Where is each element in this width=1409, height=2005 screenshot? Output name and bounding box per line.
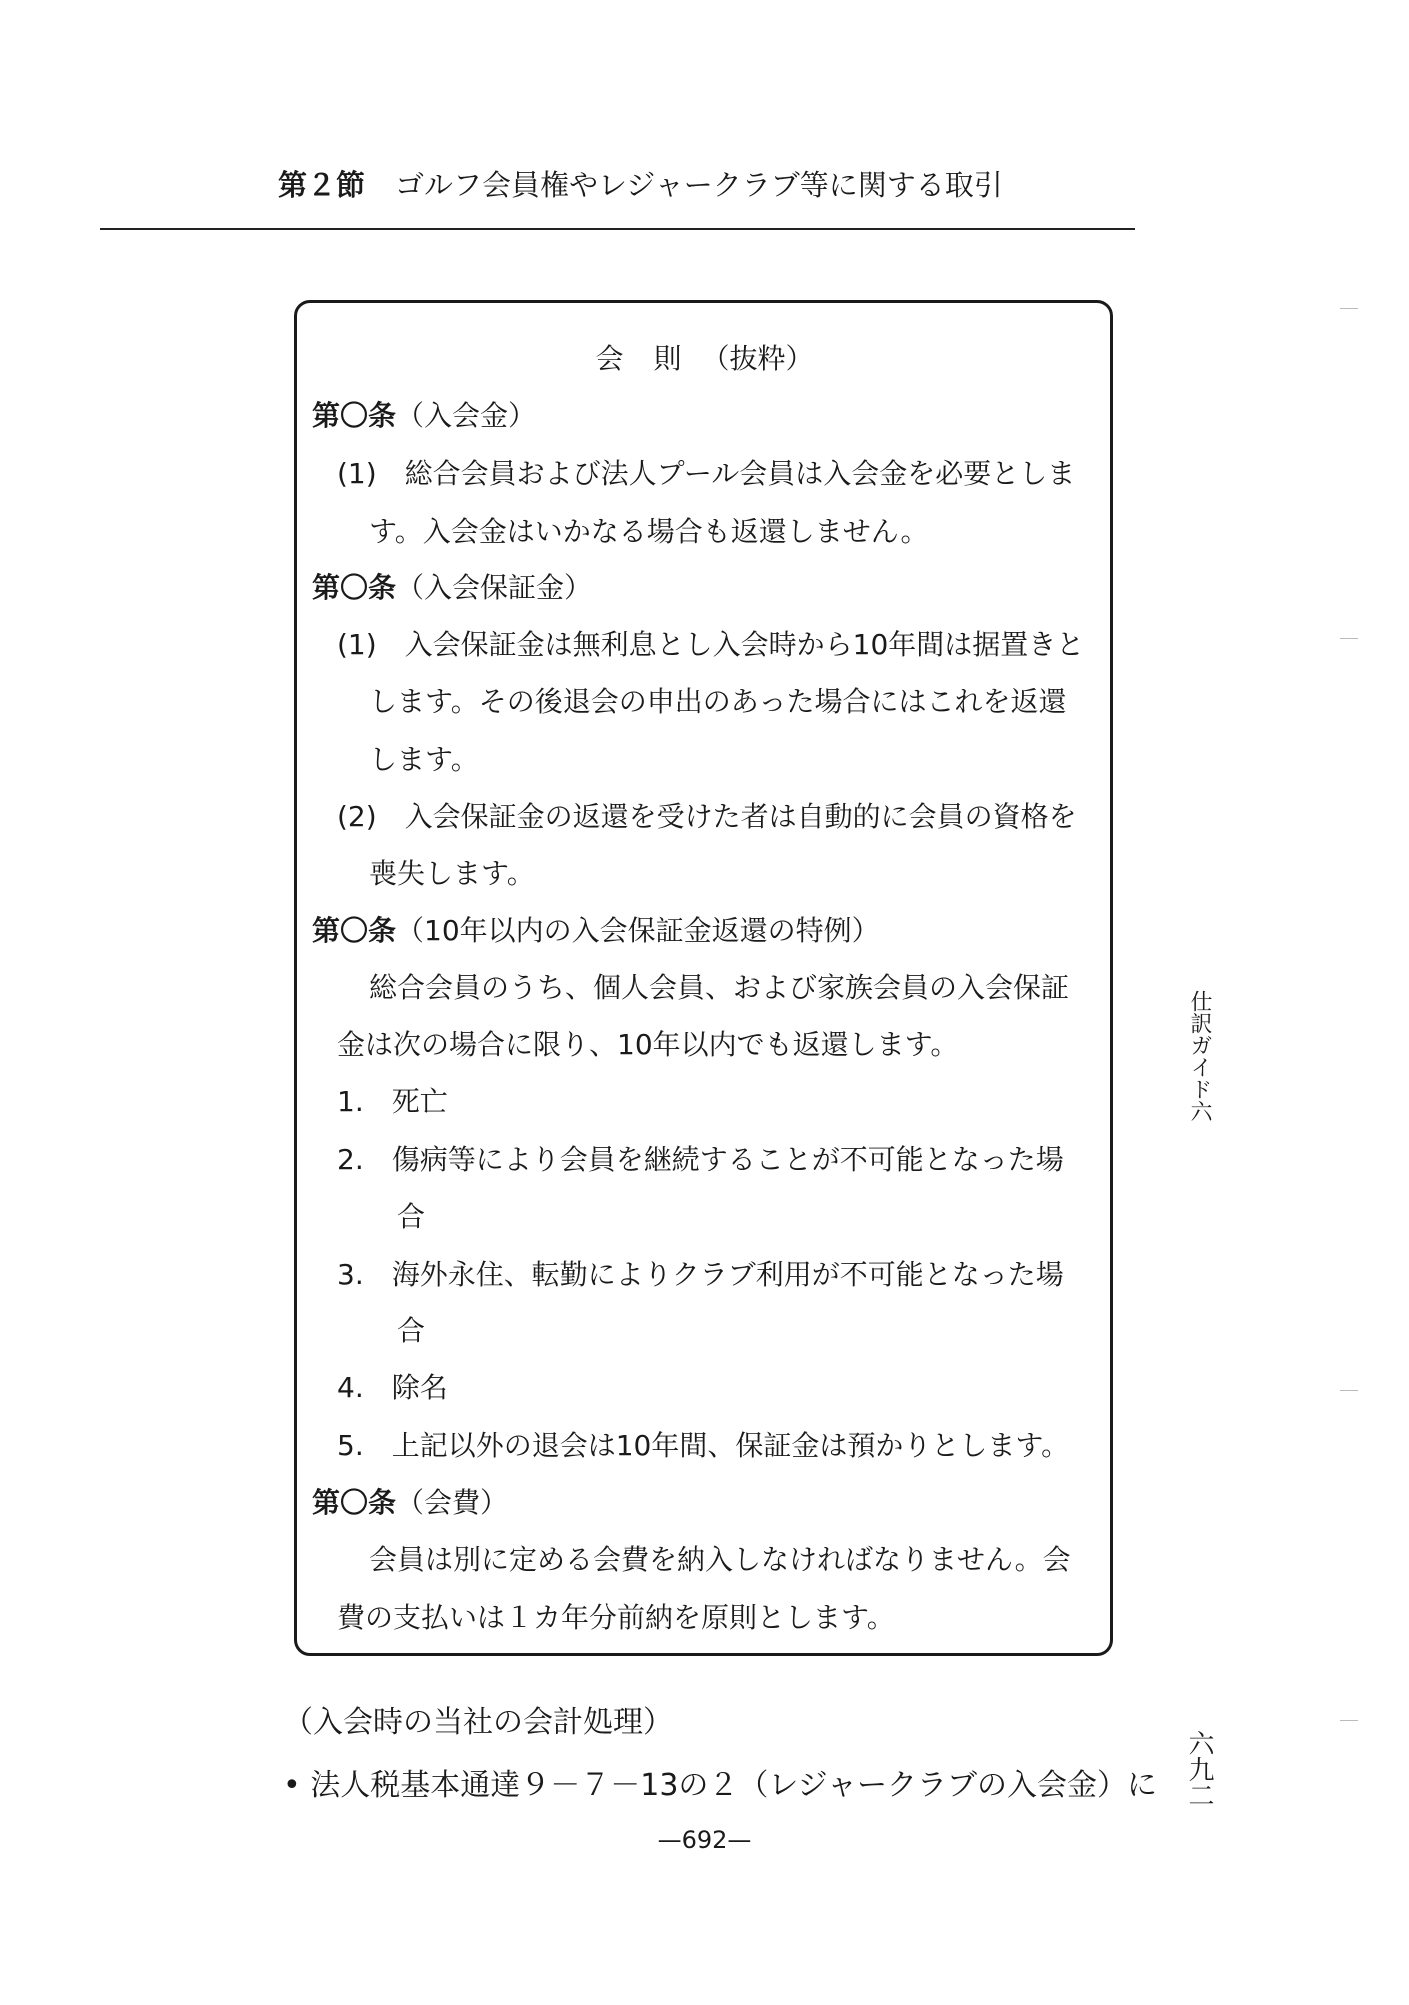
article3-item5: 5. 上記以外の退会は10年間、保証金は預かりとします。 — [337, 1429, 1070, 1462]
article1-heading — [312, 399, 537, 432]
margin-tick — [1340, 1720, 1358, 1721]
article4-line2: 費の支払いは１カ年分前納を原則とします。 — [337, 1601, 895, 1634]
article3-item2-line1: 2. 傷病等により会員を継続することが不可能となった場 — [337, 1143, 1064, 1176]
side-guide-label: 仕訳ガイド六 — [1187, 990, 1212, 1122]
tax-notice-line: • 法人税基本通達９－７－13の２（レジャークラブの入会金）に — [283, 1768, 1158, 1803]
article3-item4: 4. 除名 — [337, 1371, 448, 1404]
bylaws-title-main: 会則 — [595, 342, 712, 375]
article2-p1-line2: します。その後退会の申出のあった場合にはこれを返還 — [369, 685, 1067, 718]
page-header — [278, 163, 1003, 204]
header-rule — [100, 228, 1135, 230]
article3-item1: 1. 死亡 — [337, 1085, 448, 1118]
article2-p2-line1: (2) 入会保証金の返還を受けた者は自動的に会員の資格を — [337, 800, 1077, 833]
article2-title: （入会保証金） — [396, 571, 593, 604]
margin-tick — [1340, 1390, 1358, 1391]
article3-heading — [312, 914, 880, 947]
page-number: —692— — [657, 1826, 752, 1854]
margin-tick — [1340, 638, 1358, 639]
margin-tick — [1340, 308, 1358, 309]
article4-title: （会費） — [396, 1486, 509, 1519]
article3-intro-line2: 金は次の場合に限り、10年以内でも返還します。 — [337, 1028, 959, 1061]
article2-heading — [312, 571, 593, 604]
article1-p1-line1: (1) 総合会員および法人プール会員は入会金を必要としま — [337, 457, 1076, 490]
article3-title: （10年以内の入会保証金返還の特例） — [396, 914, 880, 947]
article3-item3-line2: 合 — [397, 1314, 426, 1347]
article3-no: 第〇条 — [312, 914, 397, 947]
accounting-heading: （入会時の当社の会計処理） — [283, 1705, 673, 1740]
article2-p1-line1: (1) 入会保証金は無利息とし入会時から10年間は据置きと — [337, 628, 1085, 661]
section-number: 第２節 — [278, 168, 366, 202]
article2-p2-line2: 喪失します。 — [369, 857, 535, 890]
article1-title: （入会金） — [396, 399, 537, 432]
bylaws-title-sub: （抜粋） — [701, 342, 814, 375]
section-title: ゴルフ会員権やレジャークラブ等に関する取引 — [395, 168, 1003, 202]
article1-p1-line2: す。入会金はいかなる場合も返還しません。 — [369, 515, 929, 548]
bylaws-title — [0, 337, 1409, 377]
article4-line1: 会員は別に定める会費を納入しなければなりません。会 — [369, 1543, 1071, 1576]
article1-no: 第〇条 — [312, 399, 397, 432]
article4-heading — [312, 1486, 509, 1519]
article2-no: 第〇条 — [312, 571, 397, 604]
article3-item3-line1: 3. 海外永住、転勤によりクラブ利用が不可能となった場 — [337, 1258, 1064, 1291]
article2-p1-line3: します。 — [369, 743, 479, 776]
side-page-kanji: 六九二 — [1184, 1730, 1214, 1808]
article3-intro-line1: 総合会員のうち、個人会員、および家族会員の入会保証 — [369, 971, 1070, 1004]
article3-item2-line2: 合 — [397, 1200, 426, 1233]
article4-no: 第〇条 — [312, 1486, 397, 1519]
